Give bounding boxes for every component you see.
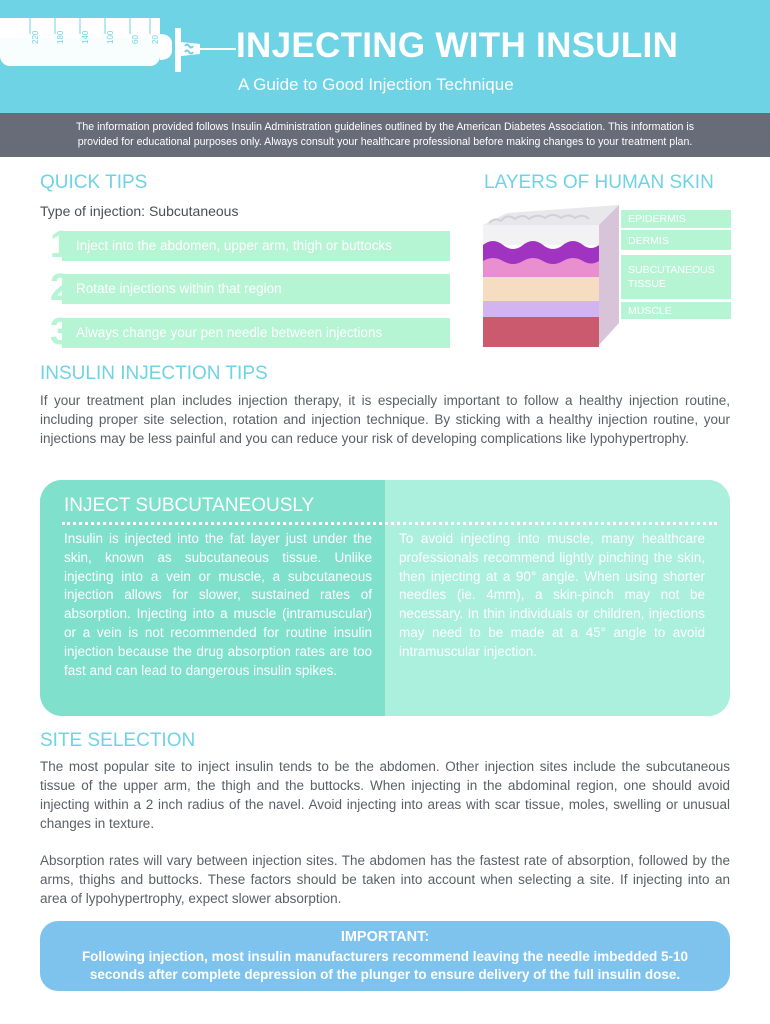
scale-mark-220: 220 xyxy=(31,30,40,44)
site-selection-paragraph-2: Absorption rates will vary between injection sites. The abdomen has the fastest rate of absorption, followed by the arms, thighs and buttocks. These factors should be taken into account when selecting a site. If injecting into an area of lypohypertrophy, expect slower absorption. xyxy=(40,853,730,906)
scale-mark-60: 60 xyxy=(131,35,140,44)
quick-tip-item xyxy=(40,224,450,266)
injection-type-label: Type of injection: Subcutaneous xyxy=(40,203,239,219)
tip-text: Always change your pen needle between injections xyxy=(76,325,383,340)
inject-subcutaneously-heading: INJECT SUBCUTANEOUSLY xyxy=(64,495,315,516)
disclaimer-line-2: provided for educational purposes only. Always consult your healthcare professional before making changes to your treatment plan. xyxy=(77,136,693,148)
quick-tip-item xyxy=(40,311,450,353)
disclaimer-banner xyxy=(0,113,770,157)
skin-layers-heading: LAYERS OF HUMAN SKIN xyxy=(484,172,714,193)
skin-label-dermis: DERMIS xyxy=(621,230,731,250)
skin-layers-illustration xyxy=(481,205,619,350)
quick-tips-heading: QUICK TIPS xyxy=(40,172,148,193)
scale-mark-180: 180 xyxy=(56,30,65,44)
inject-subcutaneously-box xyxy=(40,480,730,716)
injection-tips-heading: INSULIN INJECTION TIPS xyxy=(40,363,268,384)
important-text: Following injection, most insulin manufacturers recommend leaving the needle imbedded 5-10 seconds after complete depression of the plunger to ensure delivery of the full insulin dose. xyxy=(81,949,689,982)
tip-number: 1 xyxy=(50,224,72,266)
skin-label-epidermis: EPIDERMIS xyxy=(621,210,731,228)
disclaimer-line-1: The information provided follows Insulin Administration guidelines outlined by the American Diabetes Association. This information is xyxy=(75,121,695,133)
scale-mark-140: 140 xyxy=(81,30,90,44)
inject-right-text: To avoid injecting into muscle, many healthcare professionals recommend lightly pinching the skin, then injecting at a 90° angle. When using shorter needles (ie. 4mm), a skin-pinch may not be necessary. In thin individuals or children, injections may need to be made at a 45° angle to avoid intramuscular injection. xyxy=(399,531,705,659)
syringe-icon xyxy=(0,14,236,84)
page-title: INJECTING WITH INSULIN xyxy=(236,26,679,65)
injection-tips-paragraph: If your treatment plan includes injection therapy, it is especially important to follow a healthy injection routine, including proper site selection, rotation and injection technique. By sticking with a healthy injection routine, your injections may be less painful and you can reduce your risk of developing complications like lypohypertrophy. xyxy=(40,393,730,446)
skin-label-subcutaneous: SUBCUTANEOUS TISSUE xyxy=(621,255,731,299)
tip-text: Inject into the abdomen, upper arm, thigh or buttocks xyxy=(76,238,392,253)
tip-text: Rotate injections within that region xyxy=(76,281,282,296)
important-callout xyxy=(40,921,730,991)
site-selection-heading: SITE SELECTION xyxy=(40,730,196,751)
header-banner xyxy=(0,0,770,113)
page-subtitle: A Guide to Good Injection Technique xyxy=(238,75,514,94)
tip-number: 3 xyxy=(50,311,72,353)
tip-number: 2 xyxy=(50,267,72,309)
site-selection-paragraph-1: The most popular site to inject insulin tends to be the abdomen. Other injection sites include the subcutaneous tissue of the upper arm, the thigh and the buttocks. When injecting in the abdominal region, one should avoid injecting within a 2 inch radius of the navel. Avoid injecting into areas with scar tissue, moles, swelling or unusual changes in texture. xyxy=(40,759,730,831)
quick-tip-item xyxy=(40,267,450,309)
skin-label-muscle: MUSCLE xyxy=(621,302,731,319)
dotted-divider xyxy=(62,522,717,525)
inject-left-text: Insulin is injected into the fat layer just under the skin, known as subcutaneous tissue. Unlike injecting into a vein or muscle, a subcutaneous injection allows for slower, sustained rates of absorption. Injecting into a muscle (intramuscular) or a vein is not recommended for routine insulin injection because the drug absorption rates are too fast and can lead to dangerous insulin spikes. xyxy=(64,531,372,678)
scale-mark-20: 20 xyxy=(151,35,160,44)
important-title: IMPORTANT: xyxy=(340,929,430,945)
scale-mark-100: 100 xyxy=(106,30,115,44)
